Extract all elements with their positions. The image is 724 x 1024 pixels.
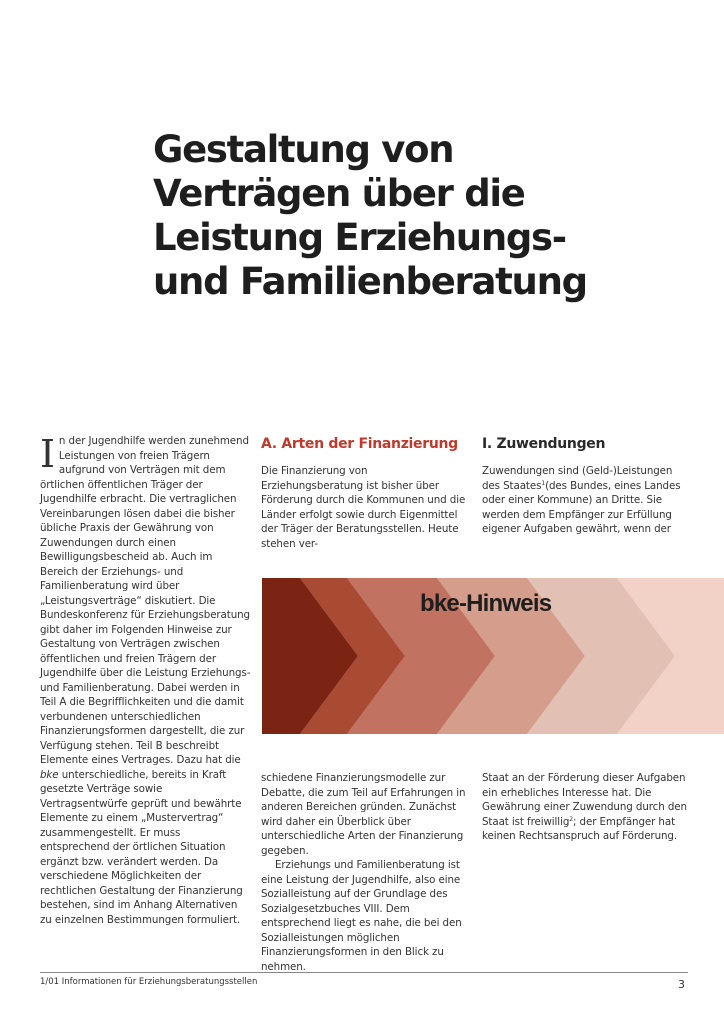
intro-text-cont: unterschiedliche, bereits in Kraft gesetzte Verträge sowie Vertragsentwürfe geprüft und bewährte Elemente zu einem „Mustervertrag“ zusammengestellt. Er muss entsprechend der örtlichen Situation ergänzt bzw. verändert werden. Da verschiedene Möglichkeiten der rechtlichen Gestaltung der Finanzierung bestehen, sind im Anhang Alternativen zu einzelnen Bestimmungen formuliert.: [40, 768, 243, 926]
text-run: Staat an der Förderung dieser Aufgaben ein erhebliches Interesse hat. Die Gewährung einer Zuwendung durch den Staat ist freiwillig: [482, 772, 687, 828]
section-i-paragraph: [482, 464, 687, 537]
section-i-heading: I. Zuwendungen: [482, 436, 606, 452]
section-a-top: [261, 436, 466, 551]
footer-rule: [40, 972, 688, 973]
section-i-paragraph-cont: [482, 771, 692, 844]
section-i-top: [482, 436, 687, 537]
bke-hinweis-banner: [262, 578, 724, 734]
section-a-paragraph: Die Finanzierung von Erziehungsberatung ist bisher über Förderung durch die Kommunen und die Länder erfolgt sowie durch Eigenmittel der Träger der Beratungsstellen. Heute stehen ver-: [261, 465, 466, 550]
intro-column: [40, 434, 252, 927]
section-a-paragraph-cont: schiedene Finanzierungsmodelle zur Debatte, die zum Teil auf Erfahrungen in anderen Bereichen gründen. Zunächst wird daher ein Überblick über unterschiedliche Arten der Finanzierung gegeben.: [261, 772, 466, 857]
text-run: (des Bundes, eines Landes oder einer Kommune) an Dritte. Sie werden dem Empfänger zur Erfüllung eigener Aufgaben gewährt, wenn der: [482, 479, 681, 535]
footnote-ref[interactable]: 2: [569, 815, 573, 823]
drop-cap: I: [40, 432, 55, 476]
text-run: ; der Empfänger hat keinen Rechtsanspruch auf Förderung.: [482, 815, 678, 842]
title-line: Leistung Erziehungs-: [153, 216, 566, 259]
banner-label: bke-Hinweis: [420, 590, 552, 617]
title-line: Gestaltung von: [153, 128, 454, 171]
section-i-bottom: [482, 771, 692, 844]
title-line: und Familienberatung: [153, 260, 587, 303]
bke-abbrev: bke: [40, 768, 59, 781]
title-line: Verträgen über die: [153, 172, 525, 215]
page-title: [153, 128, 623, 304]
intro-text: n der Jugendhilfe werden zunehmend Leistungen von freien Trägern aufgrund von Verträgen mit dem örtlichen öffentlichen Träger der Jugendhilfe erbracht. Die vertraglichen Vereinbarungen lösen dabei die bisher übliche Praxis der Gewährung von Zuwendungen durch einen Bewilligungsbescheid ab. Auch im Bereich der Erziehungs- und Familienberatung wird über „Leistungsverträge“ diskutiert. Die Bundeskonferenz für Erziehungsberatung gibt daher im Folgenden Hinweise zur Gestaltung von Verträgen zwischen öffentlichen und freien Trägern der Jugendhilfe über die Leistung Erziehungs- und Familienberatung. Dabei werden in Teil A die Begrifflichkeiten und die damit verbundenen unterschiedlichen Finanzierungsformen dargestellt, die zur Verfügung stehen. Teil B beschreibt Elemente eines Vertrages. Dazu hat die: [40, 435, 251, 766]
footer-text: 1/01 Informationen für Erziehungsberatungsstellen: [40, 977, 258, 987]
page-number: 3: [678, 978, 685, 991]
section-a-bottom: [261, 771, 471, 974]
section-a-paragraph-2: Erziehungs und Familienberatung ist eine Leistung der Jugendhilfe, also eine Sozialleistung auf der Grundlage des Sozialgesetzbuches VIII. Dem entsprechend liegt es nahe, die bei den Sozialleistungen möglichen Finanzierungsformen in den Blick zu nehmen.: [261, 859, 462, 973]
section-a-heading: A. Arten der Finanzierung: [261, 436, 458, 452]
footnote-ref[interactable]: 1: [541, 479, 546, 487]
text-run: Zuwendungen sind (Geld-)Leistungen des Staates: [482, 465, 673, 492]
